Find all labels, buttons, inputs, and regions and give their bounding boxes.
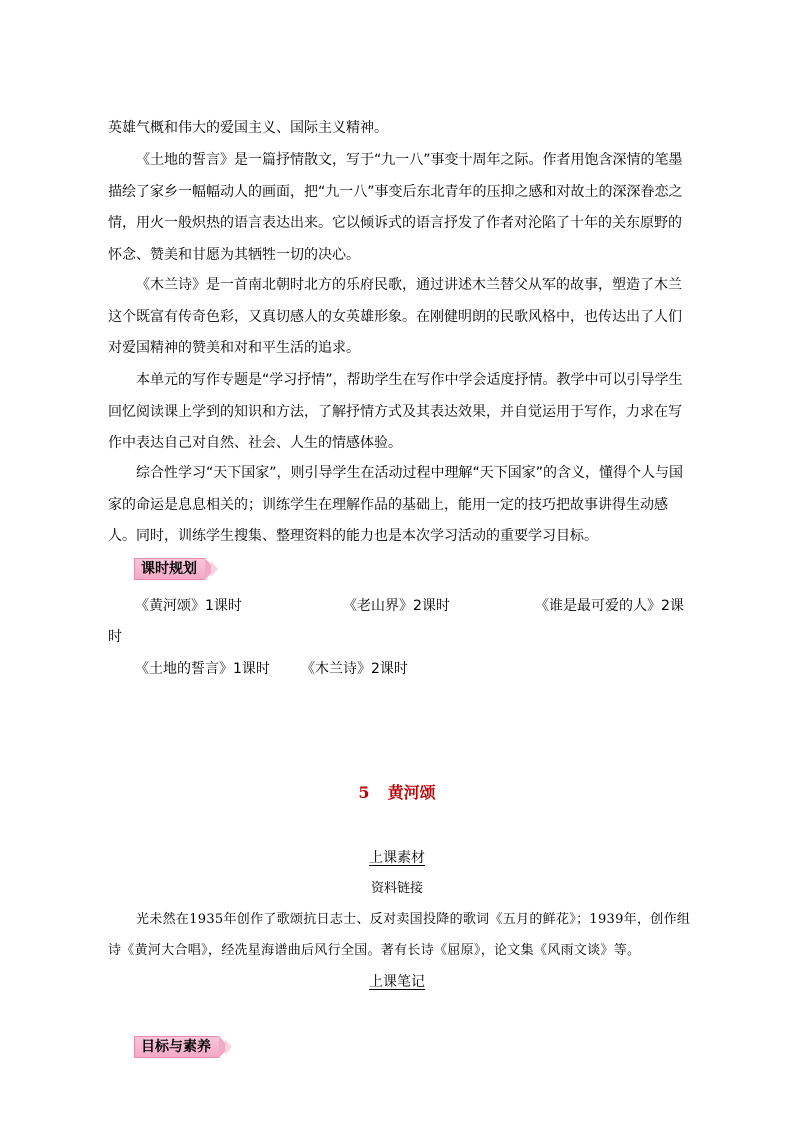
schedule-item: 《谁是最可爱的人》2课 [535, 598, 684, 614]
schedule-item: 《木兰诗》2课时 [301, 661, 408, 677]
paragraph-writing: 本单元的写作专题是“学习抒情”，帮助学生在写作中学会适度抒情。教学中可以引导学生回忆阅读课上学到的知识和方法，了解抒情方式及其表达效果，并自觉运用于写作，力求在写作中表达自己对自然、社会、人生的情感体验。 [108, 372, 683, 451]
materials-heading: 上课素材 [369, 850, 425, 866]
paragraph-intro-end: 英雄气概和伟大的爱国主义、国际主义精神。 [108, 120, 388, 136]
badge-arrow-icon [211, 561, 218, 577]
goals-badge [134, 1036, 232, 1058]
materials-text: 光未然在1935年创作了歌颂抗日志士、反对卖国投降的歌词《五月的鲜花》；1939年，创作组诗《黄河大合唱》，经冼星海谱曲后风行全国。著有长诗《屈原》，论文集《风雨文谈》等。 [108, 912, 691, 958]
goals-badge-label: 目标与素养 [134, 1036, 219, 1058]
schedule-item-wrap: 时 [108, 629, 122, 645]
notes-heading: 上课笔记 [369, 974, 425, 990]
lesson-title [0, 780, 794, 803]
schedule-badge [134, 558, 218, 580]
paragraph-land-oath: 《土地的誓言》是一篇抒情散文，写于“九一八”事变十周年之际。作者用饱含深情的笔墨描绘了家乡一幅幅动人的画面，把“九一八”事变后东北青年的压抑之感和对故土的深深眷恋之情，用火一般炽热的语言表达出来。它以倾诉式的语言抒发了作者对沦陷了十年的关东原野的怀念、赞美和甘愿为其牺牲一切的决心。 [108, 152, 683, 263]
schedule-item: 《土地的誓言》1课时 [135, 661, 270, 677]
materials-subheading: 资料链接 [370, 881, 423, 896]
lesson-name: 黄河颂 [387, 783, 436, 802]
paragraph-comprehensive: 综合性学习“天下国家”，则引导学生在活动过程中理解“天下国家”的含义，懂得个人与国家的命运是息息相关的；训练学生在理解作品的基础上，能用一定的技巧把故事讲得生动感人。同时，训练学生搜集、整理资料的能力也是本次学习活动的重要学习目标。 [108, 465, 684, 544]
badge-arrow-icon [225, 1039, 232, 1055]
paragraph-mulan: 《木兰诗》是一首南北朝时北方的乐府民歌，通过讲述木兰替父从军的故事，塑造了木兰这个既富有传奇色彩，又真切感人的女英雄形象。在刚健明朗的民歌风格中，也传达出了人们对爱国精神的赞美和对和平生活的追求。 [108, 277, 682, 356]
schedule-badge-label: 课时规划 [134, 558, 205, 580]
lesson-number: 5 [358, 783, 370, 802]
schedule-item: 《老山界》2课时 [343, 598, 450, 614]
schedule-item: 《黄河颂》1课时 [135, 598, 242, 614]
